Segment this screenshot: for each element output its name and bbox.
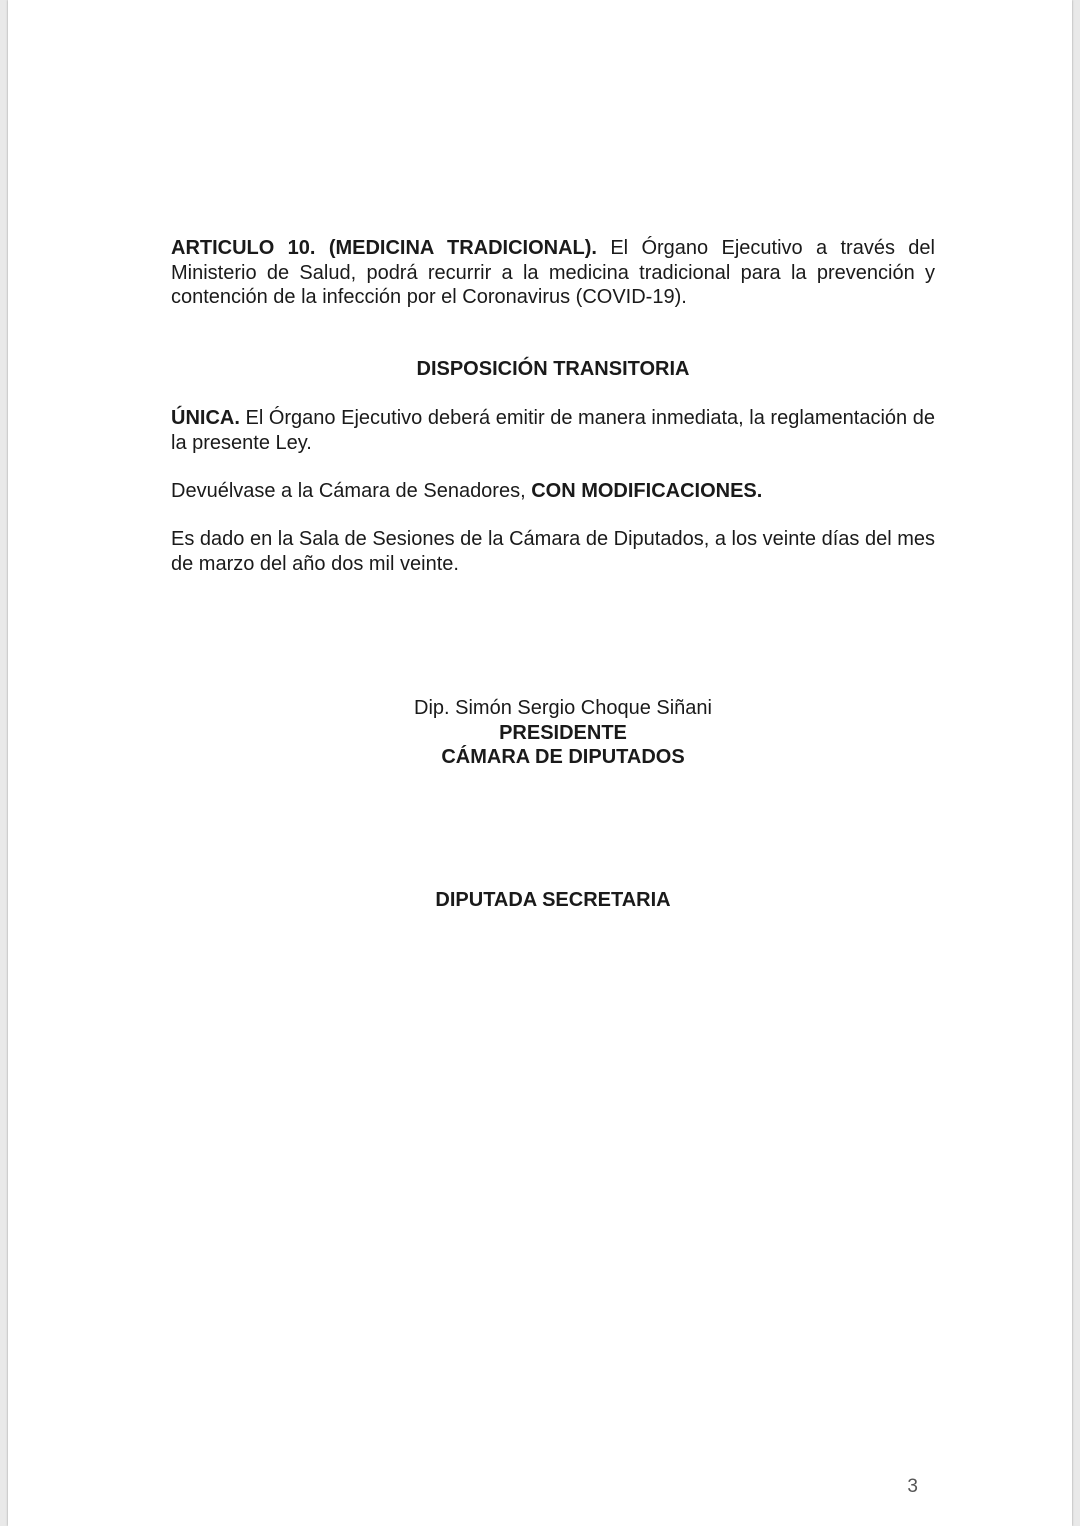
page-number: 3 <box>907 1476 918 1497</box>
document-page <box>8 0 1072 1526</box>
return-note-bold: CON MODIFICACIONES. <box>531 480 763 502</box>
return-note-paragraph <box>171 479 935 504</box>
president-name: Dip. Simón Sergio Choque Siñani <box>414 697 712 719</box>
transitory-title: DISPOSICIÓN TRANSITORIA <box>416 358 690 380</box>
president-role: PRESIDENTE <box>499 721 627 744</box>
president-signature-block <box>181 696 945 770</box>
article-10-paragraph <box>171 236 935 310</box>
return-note-text: Devuélvase a la Cámara de Senadores, <box>171 480 532 502</box>
article-10-heading: ARTICULO 10. (MEDICINA TRADICIONAL). <box>171 237 597 259</box>
transitory-paragraph <box>171 406 935 455</box>
secretary-role: DIPUTADA SECRETARIA <box>435 889 671 911</box>
transitory-lead: ÚNICA. <box>171 407 240 429</box>
article-10-body: El Órgano Ejecutivo a través del Ministerio de Salud, podrá recurrir a la medicina tradicional para la prevención y contención de la infección por el Coronavirus (COVID-19). <box>171 237 935 308</box>
given-paragraph: Es dado en la Sala de Sesiones de la Cámara de Diputados, a los veinte días del mes de marzo del año dos mil veinte. <box>171 528 935 575</box>
secretary-signature-block <box>171 888 935 913</box>
transitory-body: El Órgano Ejecutivo deberá emitir de manera inmediata, la reglamentación de la presente Ley. <box>171 407 935 454</box>
president-body: CÁMARA DE DIPUTADOS <box>441 746 685 768</box>
